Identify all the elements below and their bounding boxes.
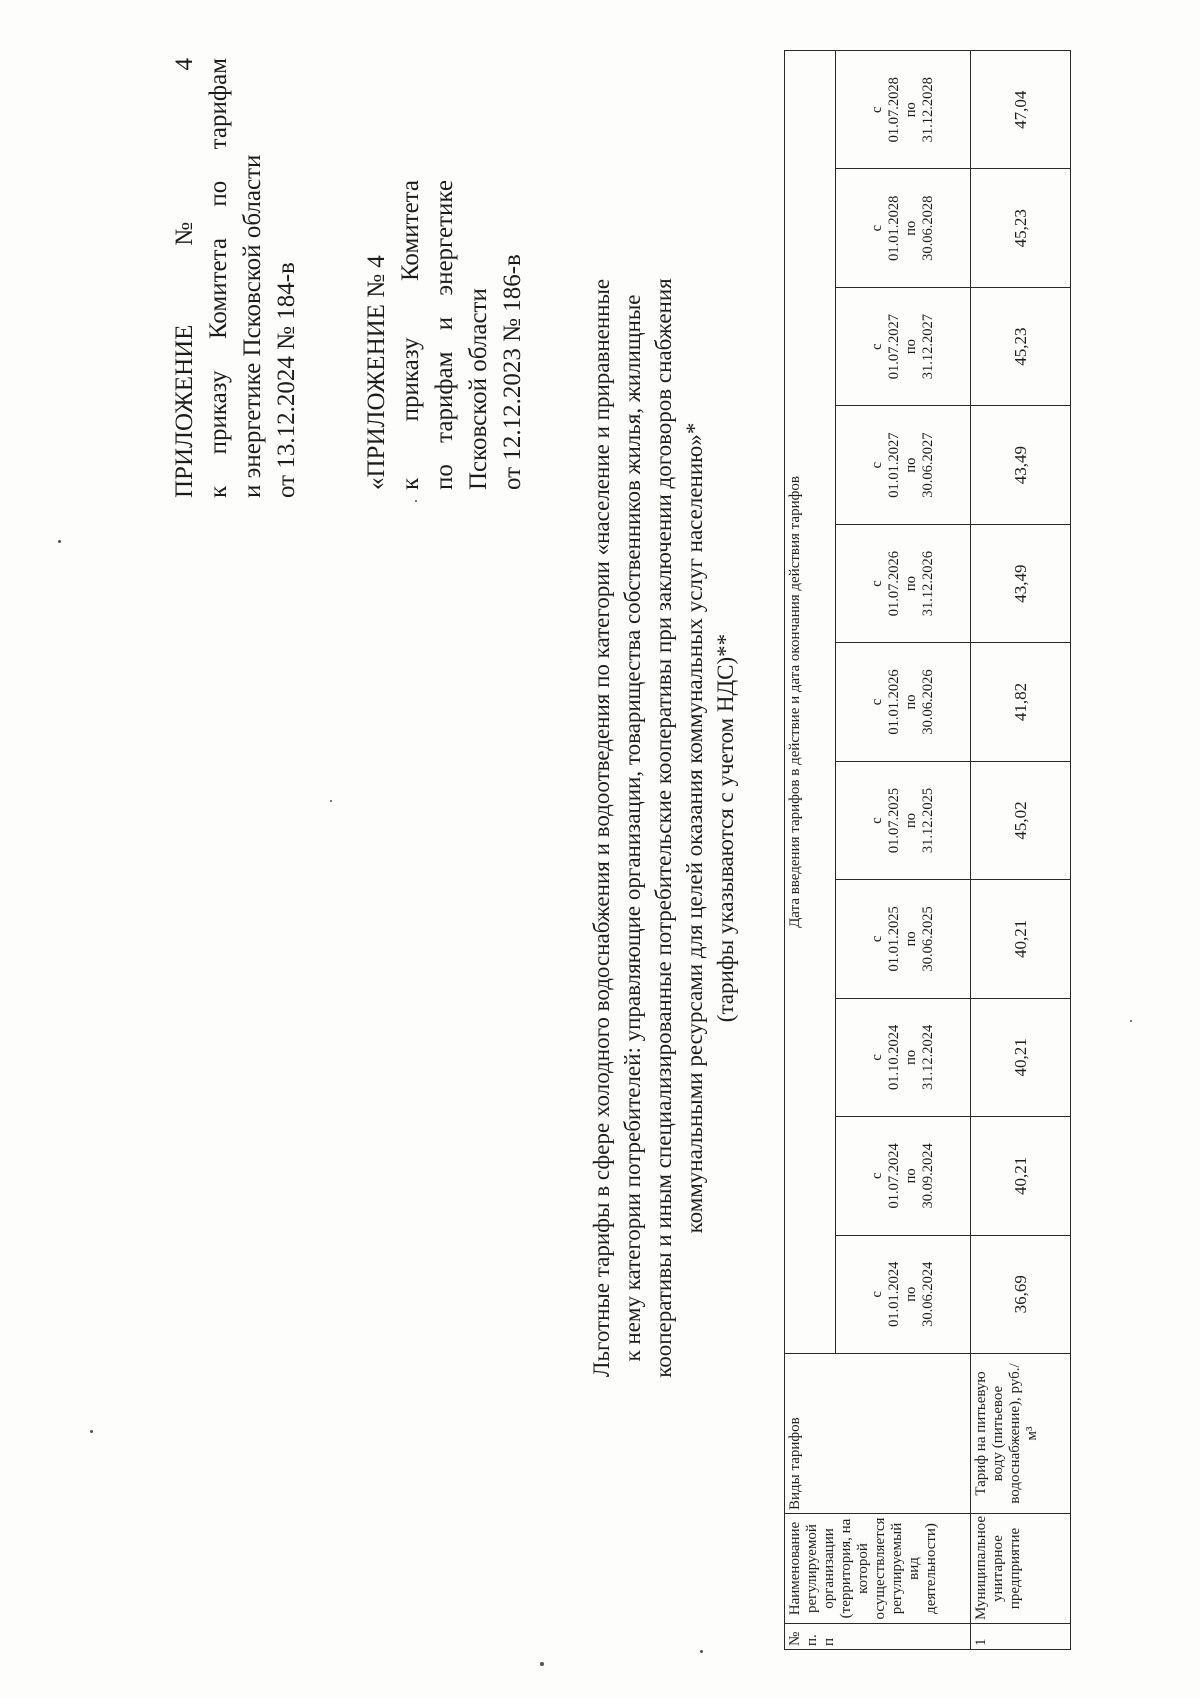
- header-dates: Дата введения тарифов в действие и дата окончания действия тарифов: [785, 51, 836, 1354]
- period-to: 31.12.2025: [920, 787, 936, 854]
- title-line: (тарифы указываются с учетом НДС)**: [713, 633, 738, 1023]
- appendix-header-new: [168, 58, 304, 498]
- period-header: [836, 406, 971, 524]
- period-to: 30.09.2024: [920, 1143, 936, 1209]
- period-header: [836, 169, 971, 287]
- period-header: [836, 1117, 971, 1235]
- period-to: 31.12.2024: [920, 1024, 936, 1090]
- period-to-word: по: [903, 1286, 919, 1302]
- period-header: [836, 287, 971, 405]
- row-organization: Муниципальное унитарное предприятие: [971, 1514, 1071, 1624]
- period-from: 01.07.2026: [886, 550, 902, 617]
- period-to: 31.12.2028: [920, 77, 936, 143]
- period-to-word: по: [903, 812, 919, 828]
- period-to-word: по: [903, 1168, 919, 1184]
- period-from: 01.07.2024: [886, 1143, 902, 1209]
- period-from-word: с: [869, 580, 885, 587]
- period-to: 30.06.2028: [920, 195, 936, 261]
- row-number: 1: [971, 1624, 1071, 1650]
- period-from-word: с: [869, 1291, 885, 1298]
- appendix-header-old: [360, 180, 530, 490]
- header-organization: Наименование регулируемой организации (территория, на которой осуществляется регулируемый вид деятельности): [785, 1514, 971, 1624]
- tariff-value: 40,21: [971, 1117, 1071, 1235]
- period-to-word: по: [903, 931, 919, 947]
- period-to-word: по: [903, 457, 919, 473]
- period-from-word: с: [869, 224, 885, 232]
- tariff-value: 43,49: [971, 524, 1071, 642]
- table-header-row: [785, 51, 836, 1650]
- scan-speck: [90, 1430, 93, 1433]
- header-tariff-kind: Виды тарифов: [785, 1354, 971, 1514]
- scan-speck: [540, 1662, 544, 1666]
- table-row: [971, 51, 1071, 1650]
- period-from-word: с: [869, 1054, 885, 1061]
- period-from-word: с: [869, 935, 885, 943]
- appendix-old-order: к приказу Комитета: [397, 180, 424, 490]
- period-header: [836, 524, 971, 642]
- period-from-word: с: [869, 343, 885, 350]
- title-line: к нему категории потребителей: управляющие организации, товарищества собственников жилья, жилищные: [620, 294, 645, 1362]
- title-line: Льготные тарифы в сфере холодного водоснабжения и водоотведения по категории «население и приравненные: [589, 278, 614, 1378]
- period-to: 31.12.2027: [920, 314, 936, 380]
- scan-speck: [1130, 1020, 1132, 1022]
- tariff-value: 36,69: [971, 1235, 1071, 1353]
- period-to: 30.06.2024: [920, 1261, 936, 1327]
- period-to: 30.06.2026: [920, 669, 936, 735]
- period-to-word: по: [903, 339, 919, 355]
- appendix-old-region: Псковской области: [465, 288, 492, 490]
- tariff-value: 41,82: [971, 643, 1071, 761]
- period-header: [836, 643, 971, 761]
- period-from-word: с: [869, 106, 885, 113]
- period-from-word: с: [869, 461, 885, 469]
- tariff-table: [784, 50, 1071, 1650]
- period-from: 01.07.2028: [886, 77, 902, 143]
- period-from: 01.01.2024: [886, 1261, 902, 1327]
- scan-speck: [415, 500, 417, 502]
- period-from: 01.07.2027: [886, 314, 902, 380]
- tariff-value: 40,21: [971, 998, 1071, 1116]
- period-header: [836, 51, 971, 169]
- period-to-word: по: [903, 694, 919, 710]
- row-tariff-kind: Тариф на питьевую воду (питьевое водоснабжение), руб./м³: [971, 1354, 1071, 1514]
- appendix-new-title: ПРИЛОЖЕНИЕ № 4: [171, 58, 198, 498]
- period-from: 01.01.2026: [886, 669, 902, 735]
- period-to: 30.06.2025: [920, 906, 936, 972]
- period-from: 01.01.2028: [886, 195, 902, 261]
- tariff-value: 45,23: [971, 287, 1071, 405]
- tariff-value: 45,23: [971, 169, 1071, 287]
- period-from-word: с: [869, 817, 885, 824]
- scan-speck: [58, 540, 61, 543]
- appendix-new-committee: и энергетике Псковской области: [239, 154, 266, 498]
- scan-speck: [330, 800, 332, 802]
- tariff-value: 45,02: [971, 761, 1071, 879]
- period-to-word: по: [903, 1049, 919, 1065]
- tariff-value: 47,04: [971, 51, 1071, 169]
- period-header: [836, 1235, 971, 1353]
- tariff-value: 43,49: [971, 406, 1071, 524]
- period-header: [836, 998, 971, 1116]
- appendix-old-date: от 12.12.2023 № 186-в: [499, 254, 526, 490]
- document-title: [586, 158, 741, 1498]
- period-to: 30.06.2027: [920, 432, 936, 498]
- period-from: 01.01.2027: [886, 432, 902, 498]
- header-number: № п. п: [785, 1624, 971, 1650]
- period-to: 31.12.2026: [920, 550, 936, 617]
- period-to-word: по: [903, 576, 919, 592]
- scan-speck: [700, 1650, 703, 1653]
- title-line: кооперативы и иным специализированные потребительские кооперативы при заключении договоров снабжения: [651, 278, 676, 1378]
- period-to-word: по: [903, 220, 919, 236]
- appendix-old-title: «ПРИЛОЖЕНИЕ № 4: [363, 255, 390, 490]
- period-header: [836, 880, 971, 998]
- tariff-value: 40,21: [971, 880, 1071, 998]
- period-to-word: по: [903, 102, 919, 118]
- title-line: коммунальными ресурсами для целей оказания коммунальных услуг населению»*: [682, 422, 707, 1234]
- appendix-new-date: от 13.12.2024 № 184-в: [273, 262, 300, 498]
- period-from: 01.10.2024: [886, 1024, 902, 1090]
- period-from: 01.01.2025: [886, 906, 902, 972]
- appendix-old-committee: по тарифам и энергетике: [431, 180, 458, 490]
- period-from: 01.07.2025: [886, 787, 902, 854]
- appendix-new-order: к приказу Комитета по тарифам: [205, 58, 232, 498]
- period-from-word: с: [869, 1172, 885, 1180]
- period-header: [836, 761, 971, 879]
- period-from-word: с: [869, 698, 885, 706]
